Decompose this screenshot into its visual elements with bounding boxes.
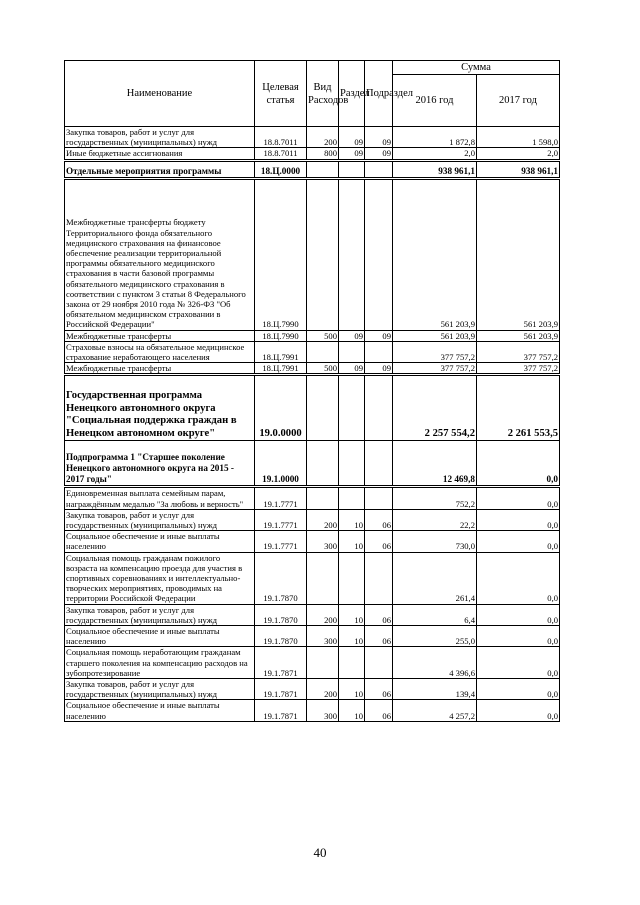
row-podrazd [365,341,393,362]
row-razd [339,552,365,604]
row-name: Социальная помощь гражданам пожилого возраста на компенсацию проезда для участия в спортивных соревнованиях и интеллектуально-творческих мероприятиях, проводимых на территории Российской Федерации [65,552,255,604]
row-vid [307,552,339,604]
table-row [65,552,560,604]
table-row [65,647,560,679]
row-podrazd: 06 [365,679,393,700]
header-2016: 2016 год [393,75,477,127]
row-podrazd: 06 [365,604,393,625]
row-vid: 200 [307,604,339,625]
row-target: 18.8.7011 [255,127,307,148]
row-2017: 2,0 [477,148,560,160]
row-vid [307,647,339,679]
row-razd: 10 [339,531,365,552]
row-2016: 139,4 [393,679,477,700]
row-razd [339,441,365,487]
row-razd [339,375,365,441]
row-razd: 10 [339,604,365,625]
row-vid: 200 [307,679,339,700]
row-vid: 200 [307,509,339,530]
table-row [65,127,560,148]
header-podrazd: Подраздел [365,61,393,127]
row-2016: 6,4 [393,604,477,625]
row-vid: 200 [307,127,339,148]
row-2016: 561 203,9 [393,330,477,341]
row-2017: 0,0 [477,626,560,647]
row-podrazd [365,487,393,509]
table-row [65,487,560,509]
row-name: Единовременная выплата семейным парам, награждённым медалью "За любовь и верность" [65,487,255,509]
row-2016: 4 257,2 [393,700,477,721]
row-target: 19.1.7771 [255,509,307,530]
row-vid: 300 [307,626,339,647]
table-row [65,148,560,160]
header-razd: Раздел [339,61,365,127]
row-podrazd [365,160,393,178]
table-row [65,509,560,530]
row-target: 18.Ц.7991 [255,341,307,362]
row-name: Отдельные мероприятия программы [65,160,255,178]
row-2017: 377 757,2 [477,363,560,375]
row-vid: 300 [307,700,339,721]
row-target: 19.0.0000 [255,375,307,441]
row-target: 19.1.7870 [255,552,307,604]
row-name: Социальная помощь неработающим гражданам старшего поколения на компенсацию расходов на зубопротезирование [65,647,255,679]
budget-table [64,60,560,722]
row-target: 18.Ц.0000 [255,160,307,178]
row-name: Социальное обеспечение и иные выплаты населению [65,700,255,721]
row-podrazd: 06 [365,700,393,721]
row-podrazd: 06 [365,626,393,647]
row-razd: 10 [339,700,365,721]
row-razd [339,647,365,679]
row-2017: 0,0 [477,441,560,487]
row-podrazd [365,178,393,330]
table-row [65,363,560,375]
row-target: 19.1.7771 [255,487,307,509]
row-2016: 377 757,2 [393,363,477,375]
row-2016: 377 757,2 [393,341,477,362]
row-2017: 0,0 [477,647,560,679]
table-row [65,330,560,341]
row-target: 18.Ц.7990 [255,178,307,330]
row-2017: 561 203,9 [477,330,560,341]
row-podrazd: 09 [365,127,393,148]
row-podrazd [365,647,393,679]
row-name: Социальное обеспечение и иные выплаты населению [65,531,255,552]
row-vid [307,441,339,487]
row-razd: 09 [339,127,365,148]
row-name: Межбюджетные трансферты [65,330,255,341]
row-target: 19.1.7870 [255,626,307,647]
row-podrazd [365,375,393,441]
row-2017: 0,0 [477,700,560,721]
row-podrazd: 06 [365,531,393,552]
row-podrazd: 09 [365,148,393,160]
row-2016: 730,0 [393,531,477,552]
row-2017: 377 757,2 [477,341,560,362]
row-2017: 0,0 [477,604,560,625]
row-vid: 500 [307,330,339,341]
row-2016: 22,2 [393,509,477,530]
row-podrazd: 06 [365,509,393,530]
row-razd: 09 [339,148,365,160]
row-name: Межбюджетные трансферты бюджету Территориального фонда обязательного медицинского страхования на финансовое обеспечение реализации территориальной программы обязательного медицинского страхования в части базовой программы обязательного медицинского страхования в соответствии с пунктом 3 статьи 8 Федерального закона от 29 ноября 2010 года № 326-ФЗ "Об обязательном медицинском страховании в Российской Федерации" [65,178,255,330]
row-vid: 500 [307,363,339,375]
row-vid [307,160,339,178]
row-vid: 800 [307,148,339,160]
row-target: 18.Ц.7991 [255,363,307,375]
table-row [65,604,560,625]
table-row [65,375,560,441]
row-target: 19.1.7871 [255,647,307,679]
row-target: 19.1.7870 [255,604,307,625]
row-name: Иные бюджетные ассигнования [65,148,255,160]
table-row [65,441,560,487]
row-2016: 2,0 [393,148,477,160]
row-vid: 300 [307,531,339,552]
row-razd: 09 [339,330,365,341]
row-target: 18.8.7011 [255,148,307,160]
row-razd: 10 [339,509,365,530]
row-2016: 261,4 [393,552,477,604]
row-2016: 12 469,8 [393,441,477,487]
row-vid [307,375,339,441]
row-name: Закупка товаров, работ и услуг для государственных (муниципальных) нужд [65,127,255,148]
row-2017: 0,0 [477,487,560,509]
row-podrazd [365,441,393,487]
row-2017: 0,0 [477,552,560,604]
row-2016: 255,0 [393,626,477,647]
row-2016: 1 872,8 [393,127,477,148]
table-row [65,178,560,330]
row-2016: 561 203,9 [393,178,477,330]
row-2017: 1 598,0 [477,127,560,148]
table-row [65,700,560,721]
row-name: Закупка товаров, работ и услуг для государственных (муниципальных) нужд [65,509,255,530]
row-podrazd [365,552,393,604]
row-2016: 2 257 554,2 [393,375,477,441]
table-row [65,341,560,362]
header-name: Наименование [65,61,255,127]
row-razd [339,160,365,178]
row-target: 19.1.0000 [255,441,307,487]
table-row [65,160,560,178]
table-row [65,679,560,700]
row-2016: 938 961,1 [393,160,477,178]
header-vid: Вид Расходов [307,61,339,127]
row-razd: 09 [339,363,365,375]
row-razd [339,487,365,509]
row-target: 19.1.7771 [255,531,307,552]
row-razd: 10 [339,679,365,700]
row-target: 18.Ц.7990 [255,330,307,341]
row-podrazd: 09 [365,330,393,341]
table-row [65,626,560,647]
page-number: 40 [313,845,327,860]
header-summa: Сумма [393,61,560,75]
row-vid [307,178,339,330]
row-target: 19.1.7871 [255,679,307,700]
row-2017: 0,0 [477,531,560,552]
row-razd: 10 [339,626,365,647]
row-name: Социальное обеспечение и иные выплаты населению [65,626,255,647]
row-2017: 2 261 553,5 [477,375,560,441]
row-2017: 0,0 [477,679,560,700]
row-name: Закупка товаров, работ и услуг для государственных (муниципальных) нужд [65,679,255,700]
row-podrazd: 09 [365,363,393,375]
row-name: Закупка товаров, работ и услуг для государственных (муниципальных) нужд [65,604,255,625]
row-name: Межбюджетные трансферты [65,363,255,375]
row-razd [339,178,365,330]
row-target: 19.1.7871 [255,700,307,721]
header-target: Целевая статья [255,61,307,127]
row-2016: 752,2 [393,487,477,509]
row-2017: 561 203,9 [477,178,560,330]
row-name: Государственная программа Ненецкого автономного округа "Социальная поддержка граждан в Ненецком автономном округе" [65,375,255,441]
header-2017: 2017 год [477,75,560,127]
row-name: Страховые взносы на обязательное медицинское страхование неработающего населения [65,341,255,362]
row-2016: 4 396,6 [393,647,477,679]
row-2017: 0,0 [477,509,560,530]
table-row [65,531,560,552]
row-2017: 938 961,1 [477,160,560,178]
row-name: Подпрограмма 1 "Старшее поколение Ненецкого автономного округа на 2015 - 2017 годы" [65,441,255,487]
row-razd [339,341,365,362]
row-vid [307,341,339,362]
row-vid [307,487,339,509]
